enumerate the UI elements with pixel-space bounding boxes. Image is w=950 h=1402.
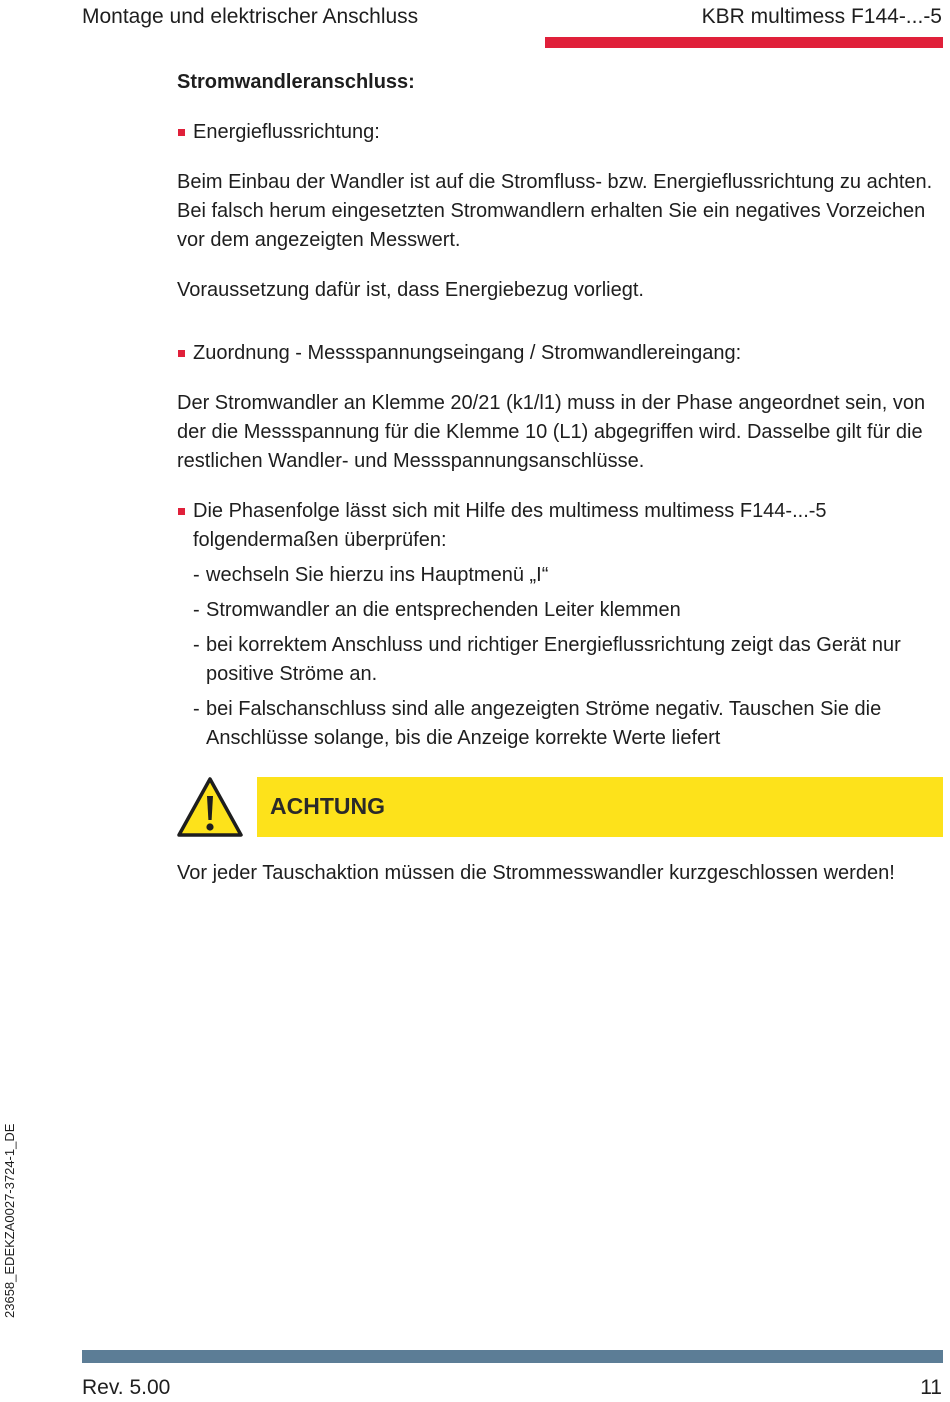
warning-box (177, 777, 942, 839)
footer-revision: Rev. 5.00 (82, 1376, 171, 1399)
bullet-phase-sequence: Die Phasenfolge lässt sich mit Hilfe des multimess multimess F144-...-5 folgendermaßen überprüfen: (177, 497, 942, 555)
bullet-assignment: Zuordnung - Messspannungseingang / Stromwandlereingang: (177, 339, 942, 368)
bullet-energy-direction: Energieflussrichtung: (177, 118, 942, 147)
warning-text: Vor jeder Tauschaktion müssen die Strommesswandler kurzgeschlossen werden! (177, 862, 895, 884)
step-item: - wechseln Sie hierzu ins Hauptmenü „I“ (193, 564, 549, 586)
warning-triangle-icon (177, 777, 243, 837)
step-item: - bei korrektem Anschluss und richtiger Energieflussrichtung zeigt das Gerät nur positive Ströme an. (193, 634, 901, 685)
header-section-title: Montage und elektrischer Anschluss (82, 5, 419, 28)
footer-page-number: 11 (920, 1376, 942, 1399)
section-heading: Stromwandleranschluss: (177, 71, 415, 93)
paragraph-installation: Beim Einbau der Wandler ist auf die Stromfluss- bzw. Energieflussrichtung zu achten. Bei falsch herum eingesetzten Stromwandlern erhalten Sie ein negatives Vorzeichen vor dem angezeigten Messwert. (177, 171, 933, 251)
paragraph-assignment: Der Stromwandler an Klemme 20/21 (k1/l1) muss in der Phase angeordnet sein, von der die Messspannung für die Klemme 10 (L1) abgegriffen wird. Dasselbe gilt für die restlichen Wandler- und Messspannungsanschlüsse. (177, 392, 926, 472)
document-id: 23658_EDEKZA0027-3724-1_DE (2, 1123, 17, 1318)
paragraph-requirement: Voraussetzung dafür ist, dass Energiebezug vorliegt. (177, 279, 644, 301)
step-item: - bei Falschanschluss sind alle angezeigten Ströme negativ. Tauschen Sie die Anschlüsse solange, bis die Anzeige korrekte Werte liefert (193, 698, 882, 749)
footer-bar (82, 1350, 943, 1363)
warning-banner (257, 777, 943, 837)
header-accent-bar (545, 37, 943, 48)
warning-title: ACHTUNG (270, 793, 385, 819)
step-item: - Stromwandler an die entsprechenden Leiter klemmen (193, 599, 681, 621)
header-product-name: KBR multimess F144-...-5 (701, 5, 942, 28)
main-content (177, 68, 942, 888)
